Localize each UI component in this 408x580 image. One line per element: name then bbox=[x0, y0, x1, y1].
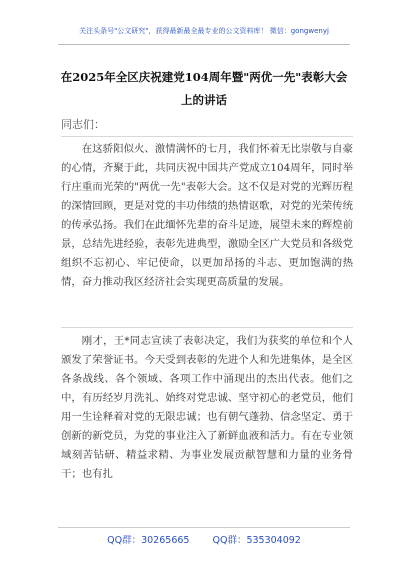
footer-qq-group-1: QQ群：30265665 bbox=[107, 535, 190, 546]
paragraph-2: 刚才，王*同志宣读了表彰决定，我们为获奖的单位和个人颁发了荣誉证书。今天受到表彰的先进个人和先进集体，是全区各条战线、各个领域、各项工作中涌现出的杰出代表。他们之中，有历经岁月洗礼、始终对党忠诚、坚守初心的老党员，他们用一生诠释着对党的无限忠诚；也有朝气蓬勃、信念坚定、勇于创新的新党员，为党的事业注入了新鲜血液和活力。有在专业领域刻苦钻研、精益求精、为事业发展贡献智慧和力量的业务骨干；也有扎 bbox=[61, 335, 353, 480]
section-divider bbox=[61, 327, 353, 328]
footer-qq-group-2: QQ群：535304092 bbox=[212, 535, 301, 546]
header-divider bbox=[58, 44, 350, 45]
document-title bbox=[40, 66, 368, 112]
title-line-1: 在2025年全区庆祝建党104周年暨"两优一先"表彰大会 bbox=[60, 70, 348, 84]
page-header-note: 关注头条号"公文研究"，获得最新最全最专业的公文资料库！ 微信：gongwenyj bbox=[79, 27, 329, 35]
page-footer bbox=[0, 532, 408, 546]
paragraph-1: 在这骄阳似火、激情满怀的七月，我们怀着无比崇敬与自豪的心情，齐聚于此，共同庆祝中国共产党成立104周年，同时举行庄重而光荣的"两优一先"表彰大会。这不仅是对党的光辉历程的深情回顾，更是对党的丰功伟绩的热情讴歌，对党的光荣传统的传承弘扬。我们在此缅怀先辈的奋斗足迹，展望未来的辉煌前景，总结先进经验，表彰先进典型，激励全区广大党员和各级党组织不忘初心、牢记使命，以更加昂扬的斗志、更加饱满的热情，奋力推动我区经济社会实现更高质量的发展。 bbox=[61, 143, 353, 288]
footer-divider bbox=[58, 527, 350, 528]
section-divider bbox=[61, 136, 353, 137]
salutation: 同志们： bbox=[61, 118, 105, 131]
title-line-2: 上的讲话 bbox=[181, 93, 227, 107]
